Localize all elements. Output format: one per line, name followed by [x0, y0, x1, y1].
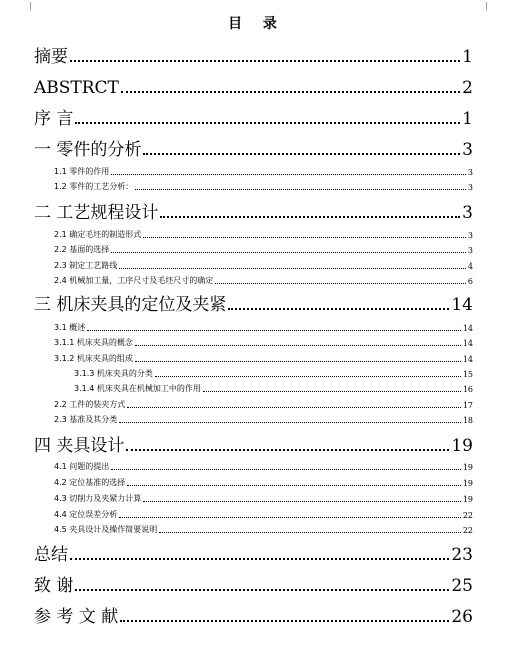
leader-dots — [143, 153, 460, 155]
toc-entry-label: 3.1.3 机床夹具的分类 — [74, 369, 153, 378]
toc-entry-page: 16 — [462, 385, 473, 394]
leader-dots — [135, 189, 466, 190]
toc-entry-1-2[interactable] — [54, 181, 473, 192]
toc-entry-page: 26 — [451, 607, 473, 627]
toc-entry-page: 3 — [467, 183, 473, 192]
leader-dots — [126, 449, 449, 451]
toc-entry-label: 三 机床夹具的定位及夹紧 — [34, 295, 227, 315]
toc-entry-label: 4.5 夹具设计及操作简要说明 — [54, 525, 158, 534]
toc-entry-4-2[interactable] — [54, 477, 473, 488]
leader-dots — [111, 174, 466, 175]
toc-entry-label: ABSTRCT — [34, 78, 119, 98]
toc-entry-page: 18 — [462, 416, 473, 425]
toc-entry-abstract-en[interactable] — [34, 76, 473, 98]
toc-entry-label: 4.4 定位误差分析 — [54, 510, 118, 519]
leader-dots — [203, 391, 461, 392]
toc-entry-label: 摘要 — [34, 47, 68, 67]
toc-entry-1-1[interactable] — [54, 166, 473, 177]
leader-dots — [119, 517, 461, 518]
toc-entry-page: 3 — [467, 246, 473, 255]
toc-entry-page: 15 — [462, 370, 473, 379]
leader-dots — [160, 216, 460, 218]
leader-dots — [143, 501, 461, 502]
toc-entry-page: 22 — [462, 511, 473, 520]
toc-entry-label: 3.1.1 机床夹具的概念 — [54, 338, 133, 347]
toc-entry-page: 19 — [462, 495, 473, 504]
leader-dots — [70, 558, 449, 560]
toc-entry-page: 3 — [462, 203, 473, 223]
toc-entry-2-4[interactable] — [54, 275, 473, 286]
toc-entry-page: 1 — [462, 47, 473, 67]
toc-entry-page: 2 — [462, 78, 473, 98]
leader-dots — [111, 469, 461, 470]
toc-entry-chapter-1[interactable] — [34, 138, 473, 160]
toc-entry-4-1[interactable] — [54, 461, 473, 472]
toc-entry-page: 14 — [462, 355, 473, 364]
leader-dots — [135, 345, 461, 346]
toc-entry-label: 2.3 制定工艺路线 — [54, 261, 118, 270]
toc-entry-label: 参 考 文 献 — [34, 607, 119, 627]
leader-dots — [75, 589, 449, 591]
leader-dots — [121, 91, 460, 93]
toc-title: 目 录 — [228, 16, 285, 32]
toc-entry-summary[interactable] — [34, 543, 473, 565]
toc-entry-label: 致 谢 — [34, 576, 74, 596]
page-corner-mark — [486, 2, 495, 10]
toc-entry-page: 4 — [467, 262, 473, 271]
leader-dots — [75, 122, 460, 124]
toc-entry-label: 2.3 基准及其分类 — [54, 415, 118, 424]
toc-entry-preface[interactable] — [34, 107, 473, 129]
toc-entry-label: 四 夹具设计 — [34, 436, 125, 456]
toc-entry-page: 19 — [462, 479, 473, 488]
toc-entry-label: 二 工艺规程设计 — [34, 203, 159, 223]
leader-dots — [70, 60, 460, 62]
toc-entry-label: 序 言 — [34, 109, 74, 129]
toc-entry-page: 3 — [467, 168, 473, 177]
leader-dots — [119, 268, 466, 269]
leader-dots — [159, 532, 461, 533]
toc-entry-label: 3.1 概述 — [54, 323, 86, 332]
toc-entry-label: 3.1.4 机床夹具在机械加工中的作用 — [74, 384, 201, 393]
toc-entry-label: 1.1 零件的作用 — [54, 167, 110, 176]
toc-entry-page: 14 — [451, 295, 473, 315]
toc-entry-abstract-cn[interactable] — [34, 45, 473, 67]
toc-entry-page: 14 — [462, 324, 473, 333]
toc-entry-label: 2.4 机械加工量，工序尺寸及毛坯尺寸的确定 — [54, 276, 214, 285]
leader-dots — [111, 252, 466, 253]
leader-dots — [87, 330, 461, 331]
toc-entry-label: 一 零件的分析 — [34, 140, 142, 160]
toc-entry-3-1-3[interactable] — [74, 368, 473, 379]
toc-entry-4-5[interactable] — [54, 524, 473, 535]
toc-entry-3-1-1[interactable] — [54, 337, 473, 348]
toc-entry-page: 19 — [462, 463, 473, 472]
toc-entry-label: 4.1 问题的提出 — [54, 462, 110, 471]
toc-entry-3-1-2[interactable] — [54, 353, 473, 364]
toc-entry-label: 1.2 零件的工艺分析： — [54, 182, 134, 191]
leader-dots — [143, 237, 466, 238]
toc-entry-page: 3 — [467, 231, 473, 240]
leader-dots — [119, 422, 461, 423]
leader-dots — [135, 361, 461, 362]
toc-entry-chapter-4[interactable] — [34, 434, 473, 456]
toc-entry-label: 4.3 切削力及夹紧力计算 — [54, 494, 142, 503]
toc-entry-3-1-4[interactable] — [74, 383, 473, 394]
toc-entry-label: 总结 — [34, 545, 68, 565]
leader-dots — [228, 308, 449, 310]
toc-entry-label: 2.2 基面的选择 — [54, 245, 110, 254]
toc-entry-page: 22 — [462, 526, 473, 535]
toc-entry-page: 6 — [467, 277, 473, 286]
toc-entry-label: 2.2 工件的装夹方式 — [54, 400, 126, 409]
toc-entry-page: 17 — [462, 401, 473, 410]
leader-dots — [120, 620, 449, 622]
toc-entry-page: 19 — [451, 436, 473, 456]
toc-entry-page: 25 — [451, 576, 473, 596]
toc-entry-page: 14 — [462, 339, 473, 348]
toc-entry-label: 2.1 确定毛坯的制造形式 — [54, 230, 142, 239]
toc-entry-4-3[interactable] — [54, 493, 473, 504]
toc-entry-3-1[interactable] — [54, 322, 473, 333]
toc-entry-2-2[interactable] — [54, 244, 473, 255]
toc-entry-chapter-2[interactable] — [34, 201, 473, 223]
leader-dots — [127, 485, 461, 486]
leader-dots — [127, 407, 461, 408]
toc-entry-references[interactable] — [34, 605, 473, 627]
toc-entry-4-4[interactable] — [54, 509, 473, 520]
toc-entry-page: 1 — [462, 109, 473, 129]
leader-dots — [155, 376, 461, 377]
page-corner-mark — [22, 2, 31, 10]
toc-entry-label: 3.1.2 机床夹具的组成 — [54, 354, 133, 363]
toc-entry-page: 23 — [451, 545, 473, 565]
toc-entry-datum-classification[interactable] — [54, 414, 473, 425]
toc-entry-chapter-3[interactable] — [34, 293, 473, 315]
toc-entry-acknowledgements[interactable] — [34, 574, 473, 596]
toc-entry-page: 3 — [462, 140, 473, 160]
toc-entry-label: 4.2 定位基准的选择 — [54, 478, 126, 487]
toc-entry-workpiece-clamping[interactable] — [54, 399, 473, 410]
toc-entry-2-1[interactable] — [54, 229, 473, 240]
leader-dots — [215, 283, 466, 284]
toc-entry-2-3[interactable] — [54, 260, 473, 271]
